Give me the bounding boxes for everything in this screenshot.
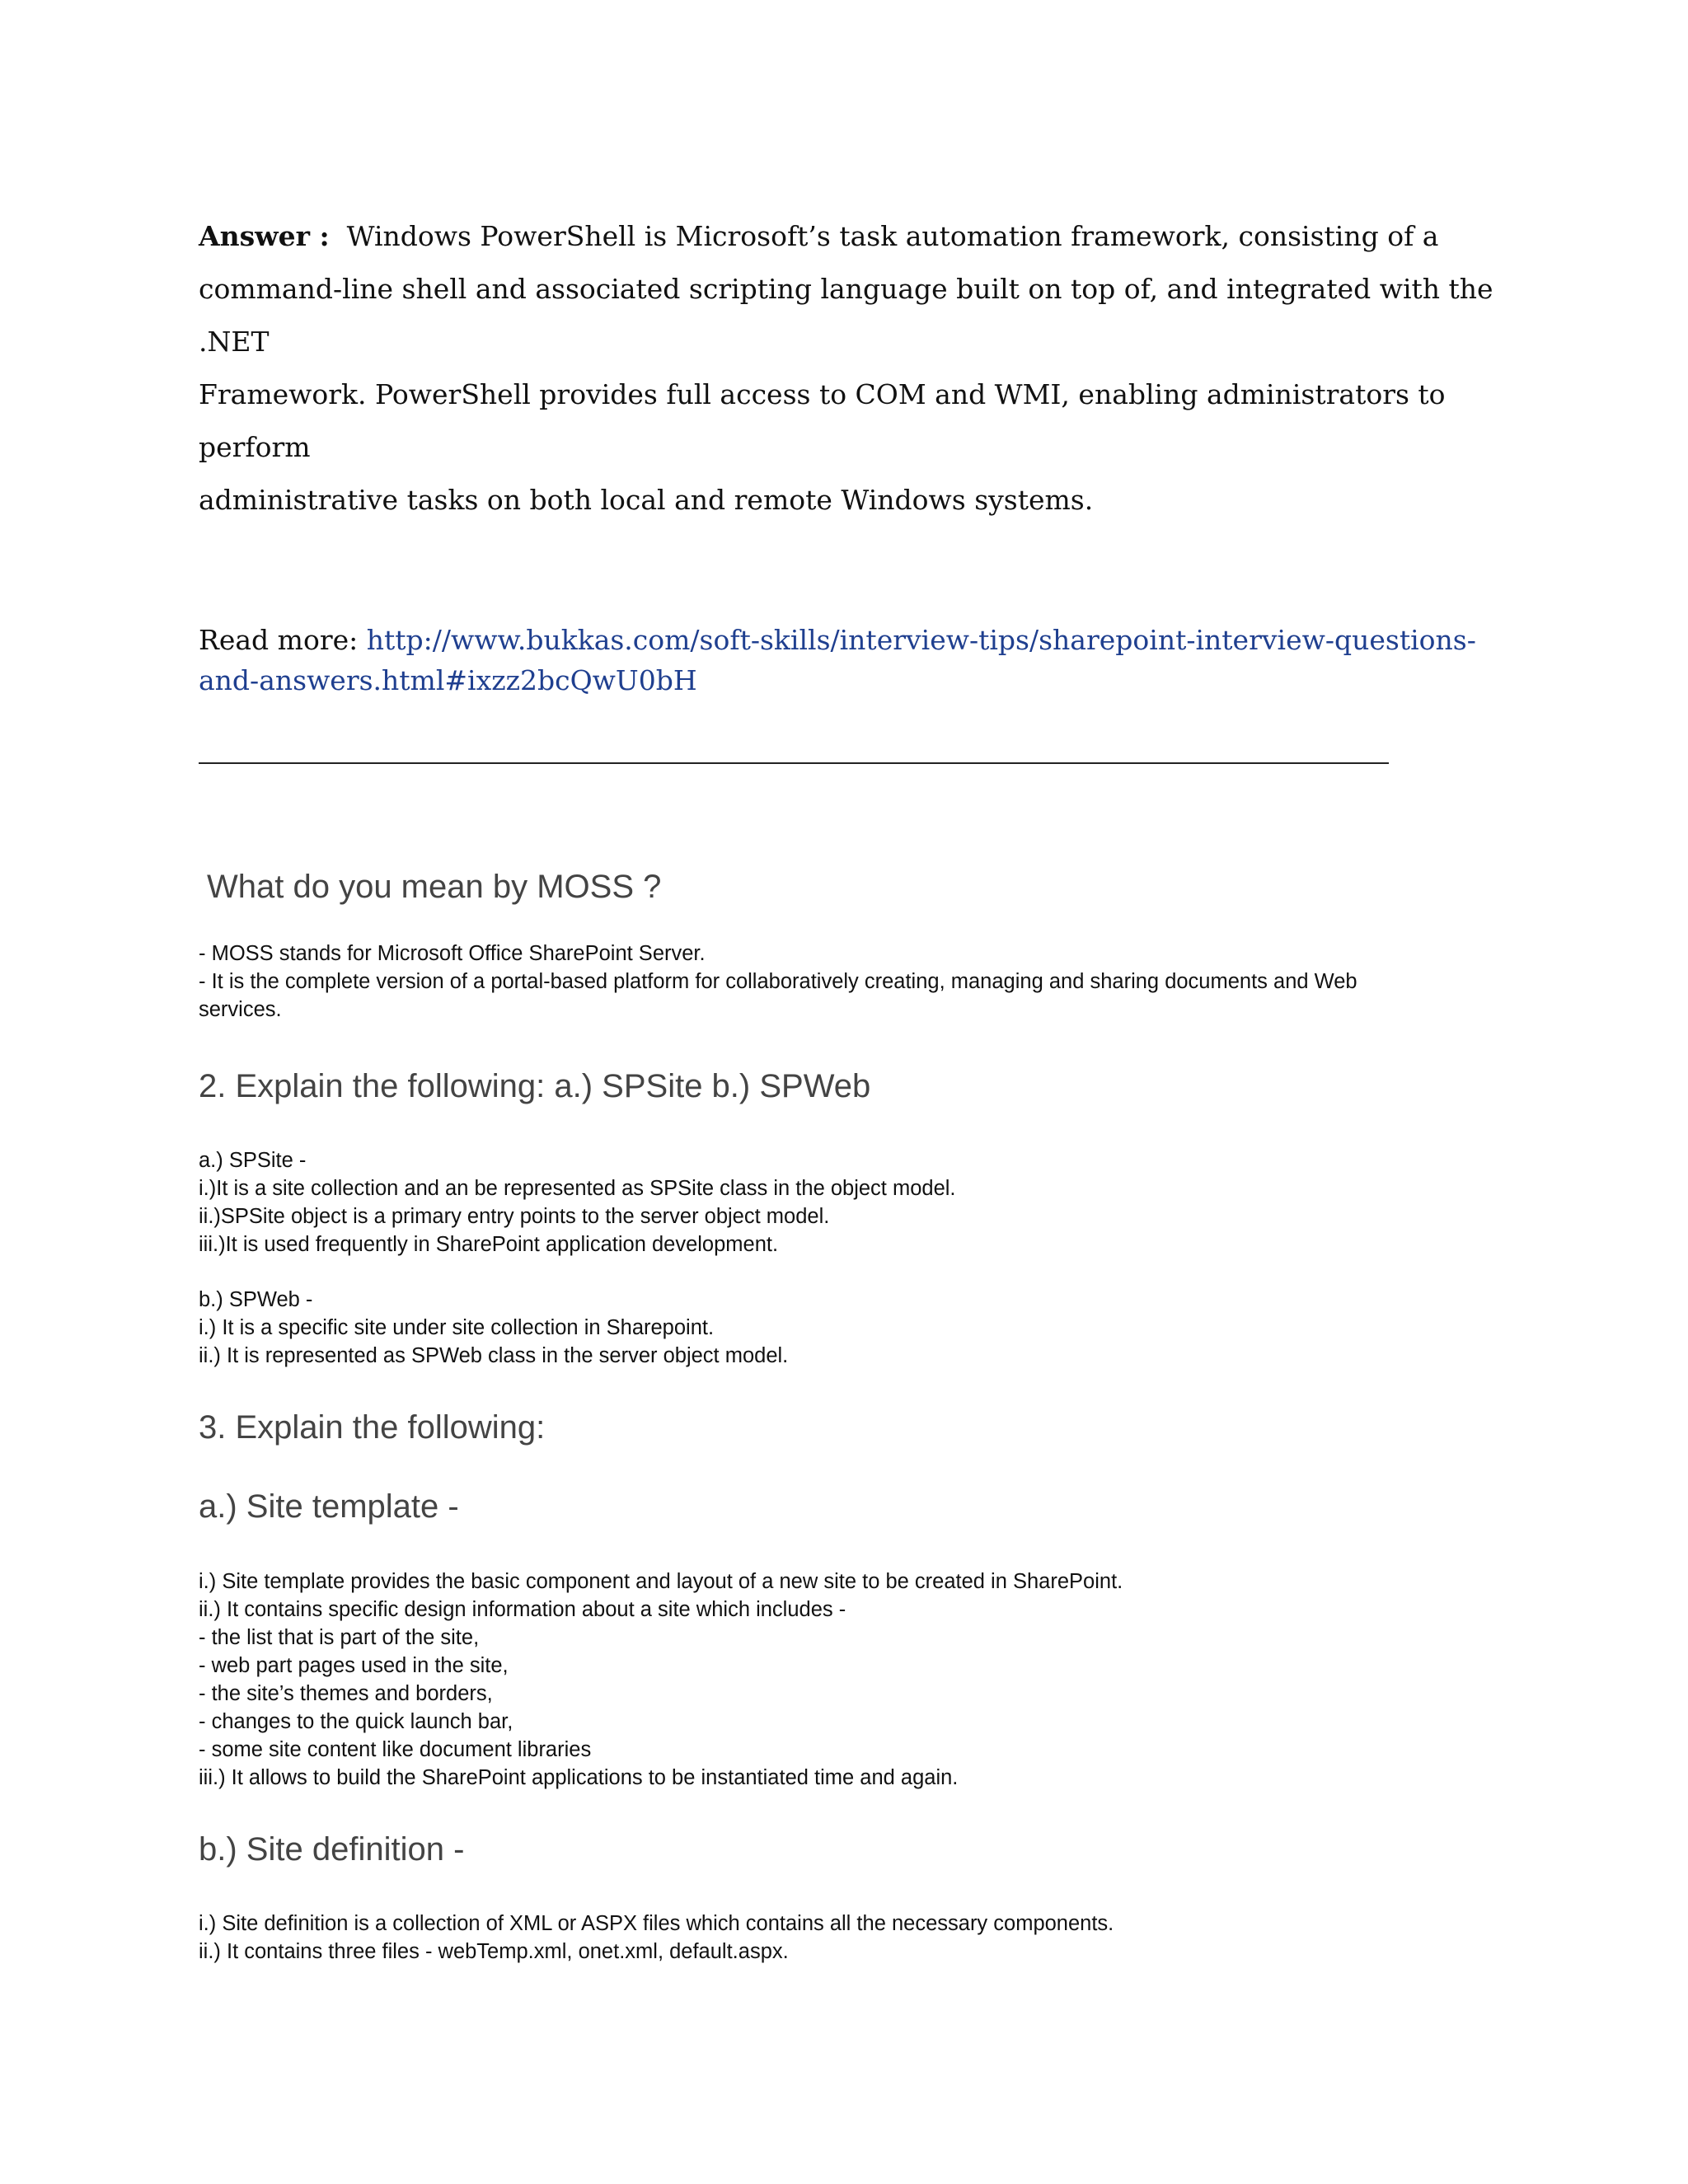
- spsite-line-4: iii.)It is used frequently in SharePoint application development.: [199, 1233, 779, 1256]
- site-definition-answer: [199, 1910, 1517, 1966]
- answer-text-line-3: Framework. PowerShell provides full access to COM and WMI, enabling administrators to perform: [199, 378, 1446, 463]
- answer-label: Answer :: [199, 220, 330, 252]
- answer-paragraph: [199, 210, 1501, 527]
- template-line-3: - the list that is part of the site,: [199, 1626, 480, 1649]
- read-more-paragraph: [199, 620, 1501, 701]
- template-line-1: i.) Site template provides the basic component and layout of a new site to be created in SharePoint.: [199, 1570, 1123, 1593]
- answer-text-line-4: administrative tasks on both local and remote Windows systems.: [199, 484, 1094, 516]
- template-line-5: - the site’s themes and borders,: [199, 1682, 493, 1705]
- answer-text-line-2: command-line shell and associated scripting language built on top of, and integrated with the .NET: [199, 273, 1493, 358]
- moss-heading: What do you mean by MOSS ?: [207, 869, 662, 905]
- spsite-line-2: i.)It is a site collection and an be represented as SPSite class in the object model.: [199, 1177, 956, 1200]
- q3-heading: 3. Explain the following:: [199, 1409, 546, 1446]
- moss-line-3: services.: [199, 998, 282, 1021]
- spweb-line-3: ii.) It is represented as SPWeb class in the server object model.: [199, 1344, 789, 1367]
- read-more-link-line-1[interactable]: http://www.bukkas.com/soft-skills/interview-tips/sharepoint-interview-questions-: [366, 624, 1476, 656]
- q2-heading: 2. Explain the following: a.) SPSite b.) SPWeb: [199, 1068, 871, 1104]
- definition-line-1: i.) Site definition is a collection of XML or ASPX files which contains all the necessary components.: [199, 1912, 1114, 1935]
- site-template-heading: a.) Site template -: [199, 1488, 459, 1525]
- template-line-6: - changes to the quick launch bar,: [199, 1710, 513, 1733]
- spsite-line-1: a.) SPSite -: [199, 1149, 307, 1172]
- site-definition-heading: b.) Site definition -: [199, 1831, 465, 1868]
- site-template-answer: [199, 1568, 1517, 1792]
- template-line-2: ii.) It contains specific design information about a site which includes -: [199, 1598, 846, 1621]
- spsite-line-3: ii.)SPSite object is a primary entry points to the server object model.: [199, 1205, 830, 1228]
- moss-line-1: - MOSS stands for Microsoft Office SharePoint Server.: [199, 942, 706, 965]
- template-line-7: - some site content like document libraries: [199, 1738, 592, 1761]
- definition-line-2: ii.) It contains three files - webTemp.xml, onet.xml, default.aspx.: [199, 1940, 789, 1963]
- template-line-4: - web part pages used in the site,: [199, 1654, 509, 1677]
- spweb-answer: [199, 1286, 1517, 1370]
- read-more-link-line-2[interactable]: and-answers.html#ixzz2bcQwU0bH: [199, 664, 697, 696]
- spweb-line-2: i.) It is a specific site under site collection in Sharepoint.: [199, 1316, 715, 1339]
- answer-text-line-1: Windows PowerShell is Microsoft’s task automation framework, consisting of a: [346, 220, 1439, 252]
- spweb-line-1: b.) SPWeb -: [199, 1288, 313, 1311]
- moss-answer: [199, 940, 1517, 1024]
- spsite-answer: [199, 1146, 1517, 1258]
- read-more-label: Read more:: [199, 624, 359, 656]
- read-more-link[interactable]: [199, 624, 1476, 696]
- horizontal-divider: [199, 762, 1389, 764]
- moss-line-2: - It is the complete version of a portal-based platform for collaboratively creating, managing and sharing documents and Web: [199, 970, 1357, 993]
- template-line-8: iii.) It allows to build the SharePoint applications to be instantiated time and again.: [199, 1766, 959, 1789]
